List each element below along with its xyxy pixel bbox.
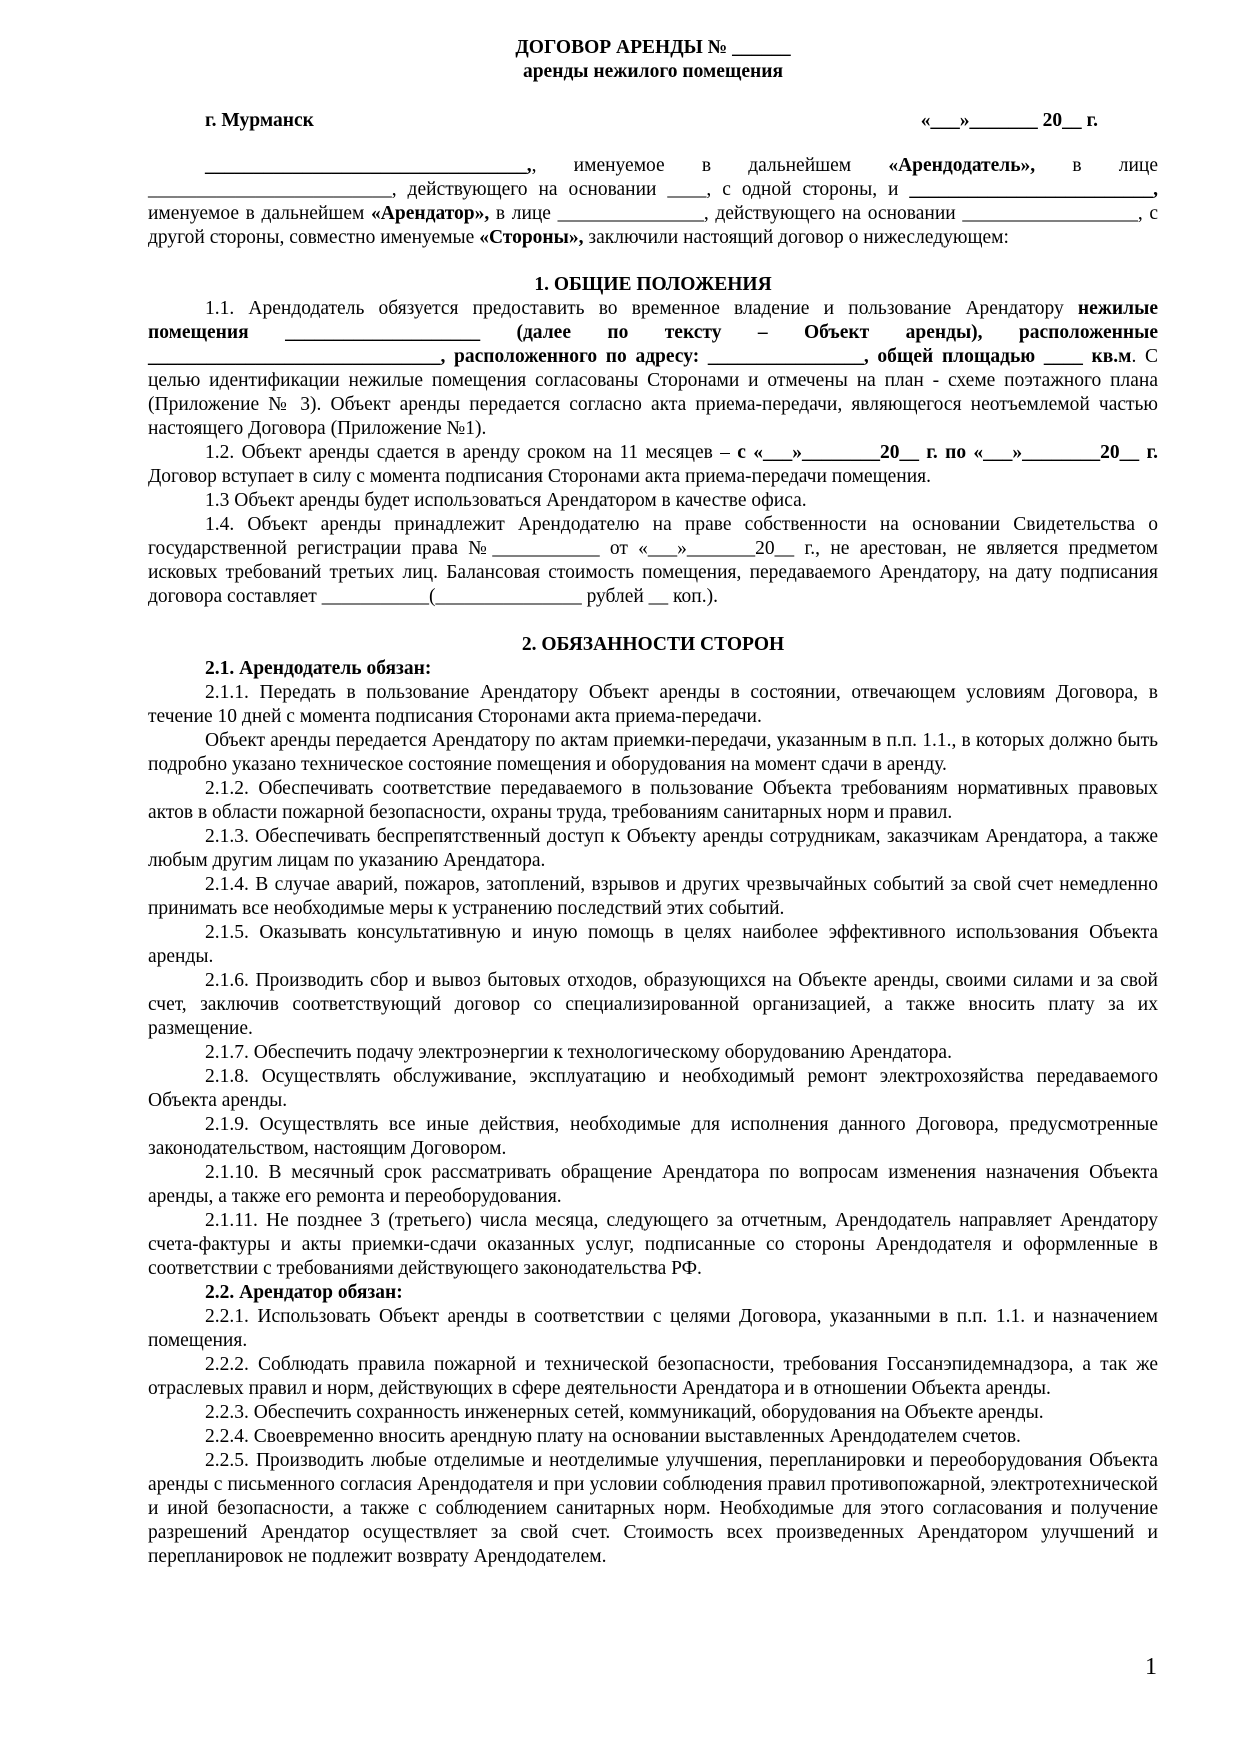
preamble: _________________________________,, именуемое в дальнейшем «Арендодатель», в лице _________________________, действующего на основании ____, с одной стороны, и _________________________, именуемое в дальнейшем «Арендатор», в лице _______________, действующего на основании __________________, с другой стороны, совместно именуемые «Стороны», заключили настоящий договор о нижеследующем: xyxy=(148,155,1158,248)
preamble-blank: _________________________, xyxy=(909,179,1158,200)
clause-2-1-1-cont: Объект аренды передается Арендатору по актам приемки-передачи, указанным в п.п. 1.1., в которых должно быть подробно указано техническое состояние помещения и оборудования на момент сдачи в аренду. xyxy=(148,730,1158,775)
city: г. Мурманск xyxy=(205,110,314,131)
clause-bold-text: нежилые помещения ____________________ (далее по тексту – Объект аренды), расположенные ______________________________, расположенного по адресу: ________________, общей площадью ____ кв.м xyxy=(148,298,1158,367)
clause-2-1-8: 2.1.8. Осуществлять обслуживание, эксплуатацию и необходимый ремонт электрохозяйства передаваемого Объекта аренды. xyxy=(148,1066,1158,1111)
clause-1-1 xyxy=(148,297,1158,441)
clause-2-1-5: 2.1.5. Оказывать консультативную и иную помощь в целях наиболее эффективного использования Объекта аренды. xyxy=(148,922,1158,967)
clause-2-1-4: 2.1.4. В случае аварий, пожаров, затоплений, взрывов и других чрезвычайных событий за свой счет немедленно принимать все необходимые меры к устранению последствий этих событий. xyxy=(148,874,1158,919)
preamble-text: именуемое в дальнейшем xyxy=(148,203,372,224)
subsection-2-2-heading: 2.2. Арендатор обязан: xyxy=(205,1282,403,1303)
clause-2-1-6: 2.1.6. Производить сбор и вывоз бытовых отходов, образующихся на Объекте аренды, своими силами и за свой счет, заключив соответствующий договор со специализированной организацией, а также вносить плату за их размещение. xyxy=(148,970,1158,1039)
clause-1-4: 1.4. Объект аренды принадлежит Арендодателю на праве собственности на основании Свидетельства о государственной регистрации права №___________ от «___»_______20__ г., не арестован, не является предметом исковых требований третьих лиц. Балансовая стоимость помещения, передаваемого Арендатору, на дату подписания договора составляет ___________(_______________ рублей __ коп.). xyxy=(148,514,1158,607)
clause-2-2-1: 2.2.1. Использовать Объект аренды в соответствии с целями Договора, указанными в п.п. 1.1. и назначением помещения. xyxy=(148,1306,1158,1351)
preamble-blank: _________________________________ xyxy=(205,155,527,176)
tenant-term: «Арендатор», xyxy=(371,203,490,224)
clause-text: 1.1. Арендодатель обязуется предоставить во временное владение и пользование Арендатору xyxy=(205,298,1078,319)
clause-2-1-10: 2.1.10. В месячный срок рассматривать обращение Арендатора по вопросам изменения назначения Объекта аренды, а также его ремонта и переоборудования. xyxy=(148,1162,1158,1207)
preamble-text: в лице _________________________, действующего на основании ____, с одной стороны, и xyxy=(148,155,1158,200)
section-2-heading: 2. ОБЯЗАННОСТИ СТОРОН xyxy=(521,634,785,655)
document-title: ДОГОВОР АРЕНДЫ № ______ xyxy=(515,37,791,58)
clause-2-1-2: 2.1.2. Обеспечивать соответствие передаваемого в пользование Объекта требованиям нормативных правовых актов в области пожарной безопасности, охраны труда, требованиям санитарных норм и правил. xyxy=(148,778,1158,823)
clause-text: 1.2. Объект аренды сдается в аренду сроком на 11 месяцев – xyxy=(205,442,738,463)
date: «___»_______ 20__ г. xyxy=(920,110,1098,131)
section-1-heading: 1. ОБЩИЕ ПОЛОЖЕНИЯ xyxy=(534,274,772,295)
clause-2-1-11: 2.1.11. Не позднее 3 (третьего) числа месяца, следующего за отчетным, Арендодатель направляет Арендатору счета-фактуры и акты приемки-сдачи оказанных услуг, подписанные со стороны Арендодателя и оформленные в соответствии с требованиями действующего законодательства РФ. xyxy=(148,1210,1158,1279)
clause-1-3: 1.3 Объект аренды будет использоваться Арендатором в качестве офиса. xyxy=(205,490,807,511)
page-number: 1 xyxy=(1145,1654,1157,1680)
preamble-text: заключили настоящий договор о нижеследующем: xyxy=(583,227,1009,248)
landlord-term: «Арендодатель», xyxy=(888,155,1036,176)
clause-2-1-9: 2.1.9. Осуществлять все иные действия, необходимые для исполнения данного Договора, предусмотренные законодательством, настоящим Договором. xyxy=(148,1114,1158,1159)
preamble-text: , именуемое в дальнейшем xyxy=(531,155,889,176)
clause-2-1-1: 2.1.1. Передать в пользование Арендатору Объект аренды в состоянии, отвечающем условиям Договора, в течение 10 дней с момента подписания Сторонами акта приема-передачи. xyxy=(148,682,1158,727)
clause-text: . С целью идентификации нежилые помещения согласованы Сторонами и отмечены на план - схеме поэтажного плана (Приложение № 3). Объект аренды передается согласно акта приема-передачи, являющегося неотъемлемой частью настоящего Договора (Приложение №1). xyxy=(148,346,1158,439)
clause-1-2 xyxy=(148,441,1158,489)
city-date-line xyxy=(148,109,1158,133)
clause-2-1-3: 2.1.3. Обеспечивать беспрепятственный доступ к Объекту аренды сотрудникам, заказчикам Арендатора, а также любым другим лицам по указанию Арендатора. xyxy=(148,826,1158,871)
clause-bold-text: с «___»________20__ г. по «___»________20__ г. xyxy=(737,442,1158,463)
clause-2-2-4: 2.2.4. Своевременно вносить арендную плату на основании выставленных Арендодателем счетов. xyxy=(205,1426,1021,1447)
clause-2-2-2: 2.2.2. Соблюдать правила пожарной и технической безопасности, требования Госсанэпидемнадзора, а так же отраслевых правил и норм, действующих в сфере деятельности Арендатора и в отношении Объекта аренды. xyxy=(148,1354,1158,1399)
clause-2-2-5: 2.2.5. Производить любые отделимые и неотделимые улучшения, перепланировки и переоборудования Объекта аренды с письменного согласия Арендодателя и при условии соблюдения правил противопожарной, электротехнической и иной безопасности, а также с соблюдением санитарных норм. Необходимые для этого согласования и получение разрешений Арендатор осуществляет за свой счет. Стоимость всех произведенных Арендатором улучшений и перепланировок не подлежит возврату Арендодателем. xyxy=(148,1450,1158,1567)
clause-2-2-3: 2.2.3. Обеспечить сохранность инженерных сетей, коммуникаций, оборудования на Объекте аренды. xyxy=(205,1402,1044,1423)
clause-2-1-7: 2.1.7. Обеспечить подачу электроэнергии к технологическому оборудованию Арендатора. xyxy=(205,1042,952,1063)
parties-term: «Стороны», xyxy=(479,227,584,248)
document-page xyxy=(148,36,1158,1569)
document-subtitle: аренды нежилого помещения xyxy=(522,61,784,82)
preamble-text: в лице _______________, действующего на основании __________________, с другой стороны, совместно именуемые xyxy=(148,203,1158,248)
subsection-2-1-heading: 2.1. Арендодатель обязан: xyxy=(205,658,432,679)
clause-text: Договор вступает в силу с момента подписания Сторонами акта приема-передачи помещения. xyxy=(148,466,931,487)
